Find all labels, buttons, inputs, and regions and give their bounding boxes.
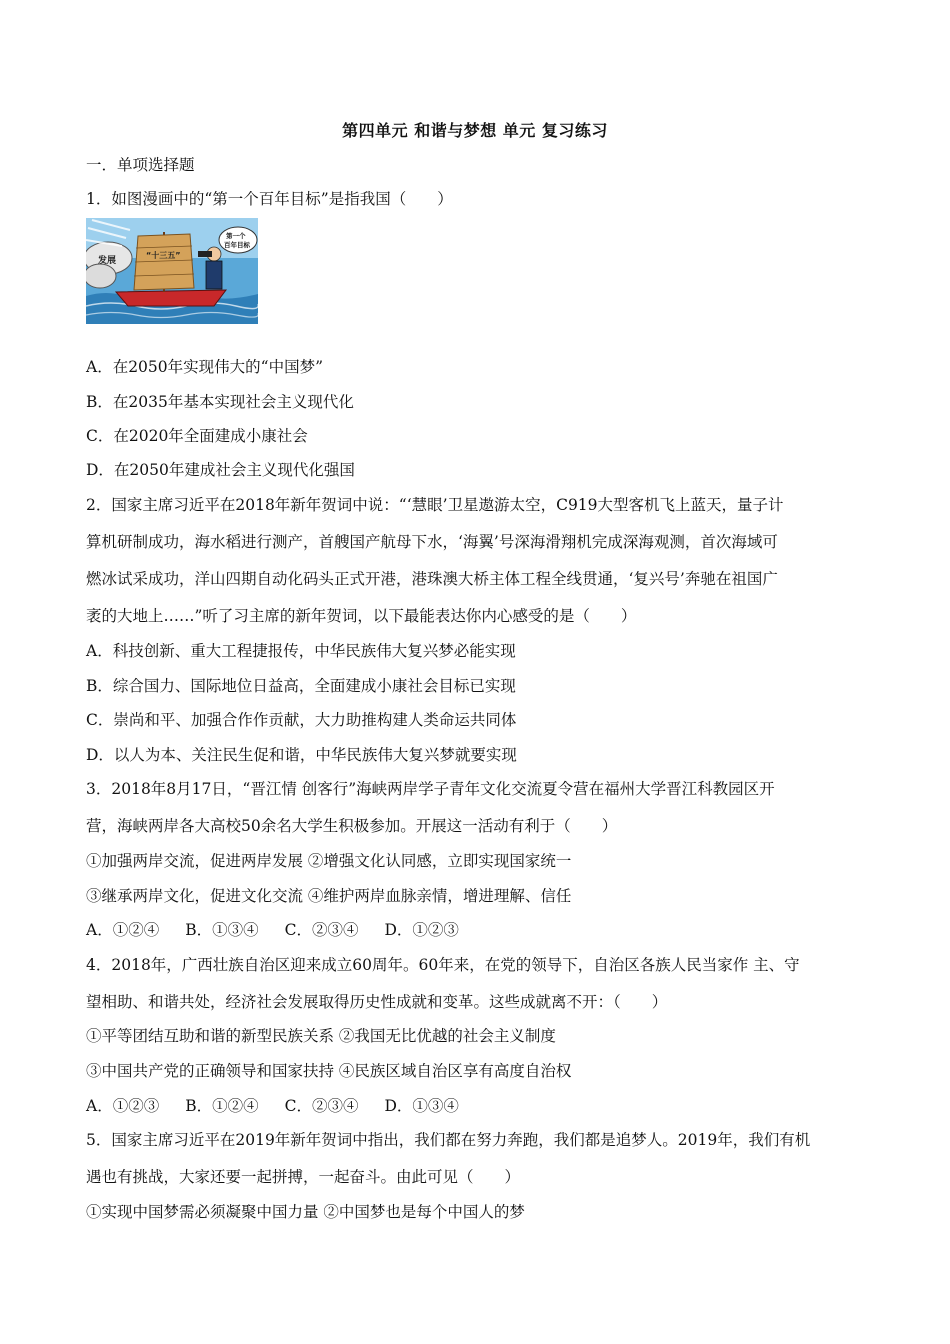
q3-statement-2: ③继承两岸文化，促进文化交流 ④维护两岸血脉亲情，增进理解、信任 bbox=[86, 887, 572, 905]
sign-label-line1: 第一个 bbox=[226, 232, 246, 240]
q5-stem-line-2: 遇也有挑战，大家还要一起拼搏，一起奋斗。由此可见（ ） bbox=[86, 1168, 521, 1186]
q3-options bbox=[86, 920, 866, 940]
q4-option-d: D．①③④ bbox=[384, 1097, 459, 1115]
q3-option-b: B．①③④ bbox=[185, 921, 259, 939]
q3-statement-1: ①加强两岸交流，促进两岸发展 ②增强文化认同感，立即实现国家统一 bbox=[86, 852, 572, 870]
q1-option-c: C．在2020年全面建成小康社会 bbox=[86, 427, 308, 445]
q4-stem-line-1: 4．2018年，广西壮族自治区迎来成立60周年。60年来，在党的领导下，自治区各族人民当家作 主、守 bbox=[86, 956, 800, 974]
q2-stem-line-4: 袤的大地上……”听了习主席的新年贺词，以下最能表达你内心感受的是（ ） bbox=[86, 607, 637, 625]
q2-option-c: C．崇尚和平、加强合作作贡献，大力助推构建人类命运共同体 bbox=[86, 711, 517, 729]
q4-options bbox=[86, 1096, 866, 1116]
cartoon-image bbox=[86, 218, 258, 324]
q3-stem-line-2: 营，海峡两岸各大高校50余名大学生积极参加。开展这一活动有利于（ ） bbox=[86, 817, 618, 835]
question-1-stem: 1．如图漫画中的“第一个百年目标”是指我国（ ） bbox=[86, 190, 453, 208]
q4-statement-1: ①平等团结互助和谐的新型民族关系 ②我国无比优越的社会主义制度 bbox=[86, 1027, 556, 1045]
q4-option-a: A．①②③ bbox=[86, 1097, 160, 1115]
q2-option-d: D．以人为本、关注民生促和谐，中华民族伟大复兴梦就要实现 bbox=[86, 746, 517, 764]
q2-stem-line-3: 燃冰试采成功，洋山四期自动化码头正式开港，港珠澳大桥主体工程全线贯通，‘复兴号’奔驰在祖国广 bbox=[86, 570, 778, 588]
sail-label: “十三五” bbox=[146, 251, 181, 260]
q2-option-a: A．科技创新、重大工程捷报传，中华民族伟大复兴梦必能实现 bbox=[86, 642, 516, 660]
q2-stem-line-2: 算机研制成功，海水稻进行测产，首艘国产航母下水，‘海翼’号深海滑翔机完成深海观测，首次海域可 bbox=[86, 533, 778, 551]
q4-stem-line-2: 望相助、和谐共处，经济社会发展取得历史性成就和变革。这些成就离不开：（ ） bbox=[86, 993, 668, 1011]
q5-stem-line-1: 5．国家主席习近平在2019年新年贺词中指出，我们都在努力奔跑，我们都是追梦人。2019年，我们有机 bbox=[86, 1131, 811, 1149]
q3-option-d: D．①②③ bbox=[384, 921, 459, 939]
page-title: 第四单元 和谐与梦想 单元 复习练习 bbox=[342, 121, 608, 140]
q3-stem-line-1: 3．2018年8月17日，“晋江情 创客行”海峡两岸学子青年文化交流夏令营在福州大学晋江科教园区开 bbox=[86, 780, 775, 798]
q3-option-a: A．①②④ bbox=[86, 921, 160, 939]
q4-statement-2: ③中国共产党的正确领导和国家扶持 ④民族区域自治区享有高度自治权 bbox=[86, 1062, 572, 1080]
q1-option-d: D．在2050年建成社会主义现代化强国 bbox=[86, 461, 355, 479]
q3-option-c: C．②③④ bbox=[284, 921, 359, 939]
q4-option-b: B．①②④ bbox=[185, 1097, 259, 1115]
q1-option-b: B．在2035年基本实现社会主义现代化 bbox=[86, 393, 354, 411]
q2-option-b: B．综合国力、国际地位日益高，全面建成小康社会目标已实现 bbox=[86, 677, 516, 695]
sign-label-line2: 百年目标 bbox=[224, 241, 250, 249]
q2-stem-line-1: 2．国家主席习近平在2018年新年贺词中说：“‘慧眼’卫星遨游太空，C919大型客机飞上蓝天，量子计 bbox=[86, 496, 784, 514]
q1-option-a: A．在2050年实现伟大的“中国梦” bbox=[86, 358, 323, 376]
cloud-label: 发展 bbox=[98, 256, 117, 266]
q4-option-c: C．②③④ bbox=[284, 1097, 359, 1115]
q5-statement-1: ①实现中国梦需必须凝聚中国力量 ②中国梦也是每个中国人的梦 bbox=[86, 1203, 525, 1221]
section-heading: 一．单项选择题 bbox=[86, 156, 195, 174]
